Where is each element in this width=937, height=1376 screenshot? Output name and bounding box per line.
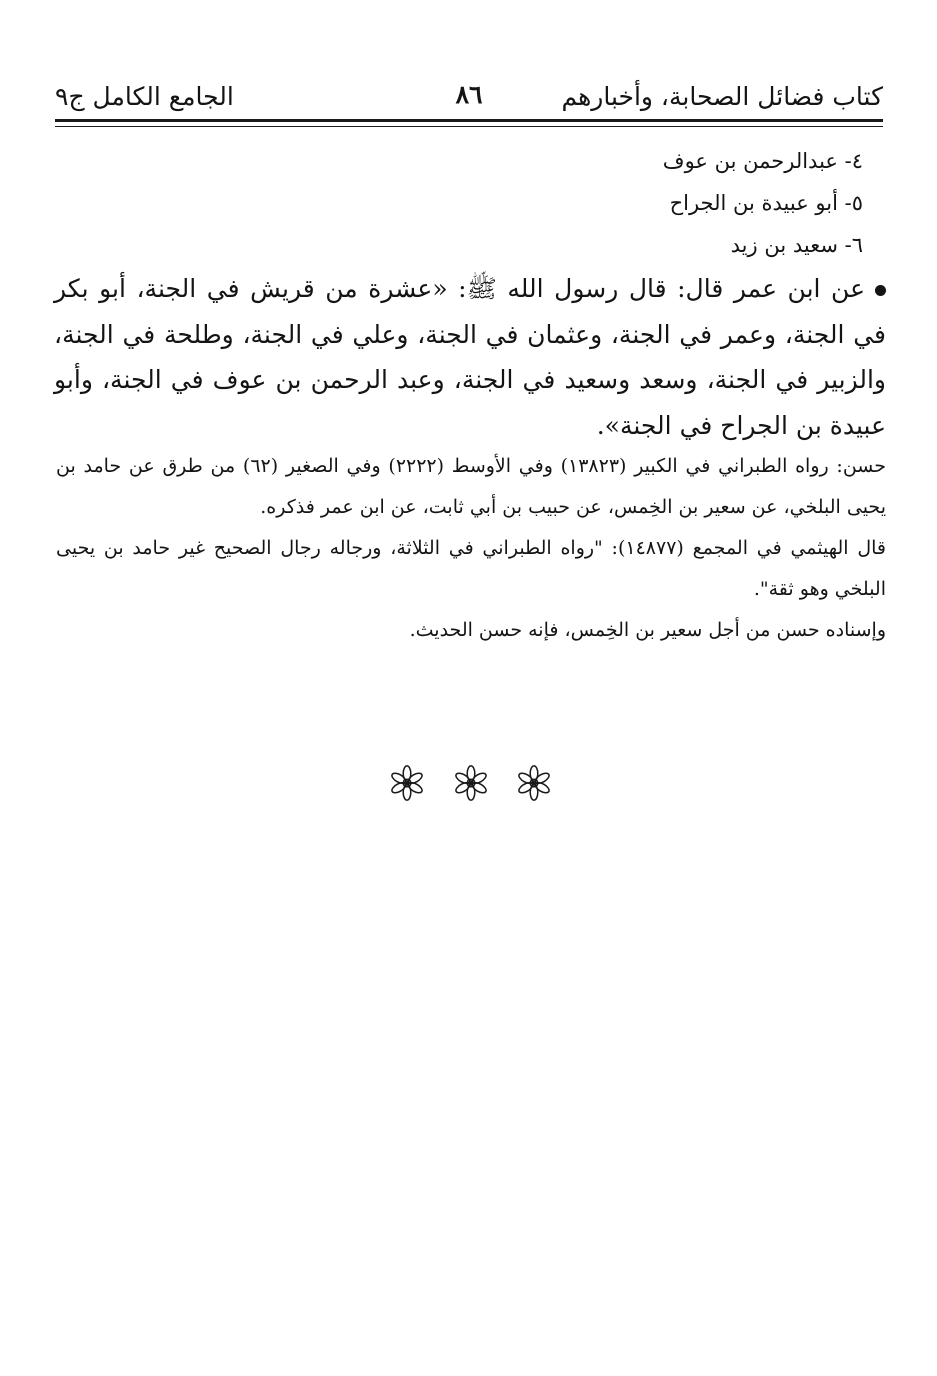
floral-ornament-icon [515, 764, 553, 802]
list-item: ٥- أبو عبيدة بن الجراح [669, 191, 863, 215]
volume-title: الجامع الكامل ج٩ [55, 82, 234, 111]
hadith-paragraph [54, 266, 886, 448]
section-end-ornaments [388, 763, 553, 803]
isnad-note: وإسناده حسن من أجل سعير بن الخِمس، فإنه حسن الحديث. [409, 619, 886, 641]
book-title: كتاب فضائل الصحابة، وأخبارهم [561, 82, 883, 111]
floral-ornament-icon [388, 764, 426, 802]
hadith-text: عن ابن عمر قال: قال رسول الله ﷺ: «عشرة من قريش في الجنة، أبو بكر في الجنة، وعمر في الجنة، وعثمان في الجنة، وعلي في الجنة، وطلحة في الجنة، والزبير في الجنة، وسعد وسعيد في الجنة، وعبد الرحمن بن عوف في الجنة، وأبو عبيدة بن الجراح في الجنة». [54, 274, 886, 440]
floral-ornament-icon [452, 764, 490, 802]
header-rule-thin [55, 126, 883, 127]
list-item: ٤- عبدالرحمن بن عوف [662, 149, 863, 173]
footnotes [56, 446, 886, 651]
grading-note: حسن: رواه الطبراني في الكبير (١٣٨٢٣) وفي الأوسط (٢٢٢٢) وفي الصغير (٦٢) من طرق عن حامد بن يحيى البلخي، عن سعير بن الخِمس، عن حبيب بن أبي ثابت، عن ابن عمر فذكره. [56, 455, 886, 518]
list-item: ٦- سعيد بن زيد [730, 233, 863, 257]
header-rule-thick [55, 119, 883, 122]
bullet-icon [875, 285, 886, 296]
haythami-note: قال الهيثمي في المجمع (١٤٨٧٧): "رواه الطبراني في الثلاثة، ورجاله رجال الصحيح غير حامد بن يحيى البلخي وهو ثقة". [56, 537, 886, 600]
companions-list [663, 140, 863, 266]
page-header [55, 74, 883, 114]
page-number: ٨٦ [455, 80, 483, 109]
